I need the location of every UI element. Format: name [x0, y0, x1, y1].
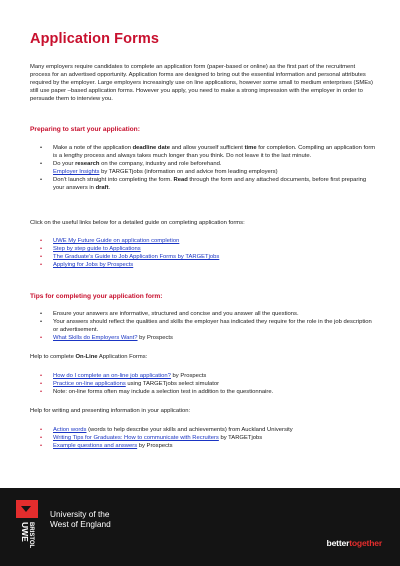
online-item [40, 380, 376, 388]
example-questions-link[interactable]: Example questions and answers [53, 443, 138, 450]
complete-online-application-link[interactable]: How do I complete an on-line job application? [53, 373, 171, 379]
skills-employers-want-link[interactable]: What Skills do Employers Want? [53, 335, 138, 342]
writing-item [40, 442, 376, 450]
links-intro: Click on the useful links below for a detailed guide on completing application forms: [30, 220, 245, 226]
text: by Prospects [137, 335, 173, 342]
guide-link-item [40, 237, 376, 245]
text: through the form and any attached documents, before first preparing your answers in [53, 177, 367, 192]
tips-item: • Your answers should reflect the qualities and skills the employer has indicated they require for the role in the job description or advertisement. [40, 318, 376, 334]
writing-intro: Help for writing and presenting information in your application: [30, 408, 191, 414]
emphasis: draft [95, 185, 109, 192]
guide-link-item [40, 245, 376, 253]
tagline [327, 538, 382, 548]
prep-item-read [40, 176, 376, 192]
emphasis: Read [173, 177, 188, 184]
intro-paragraph: Many employers require candidates to complete an application form (paper-based or online) as the first part of the recruitment process for an advertised opportunity. Application forms are designed to bring out the essential information and personal attributes required by the employer. Large employers increasingly use on line applications, however some small to medium enterprises (SMEs) still use paper –based application forms. However you apply, you need to make a strong impression with the employer in order to persuade them to interview you. [30, 64, 373, 103]
uwe-logo-icon [12, 500, 38, 554]
text: on the company, industry and role beforehand. [99, 161, 222, 168]
emphasis: time [244, 145, 257, 151]
prep-list [40, 144, 376, 193]
online-item: • Note: on-line forms often may include a selection test in addition to the questionnaire. [40, 388, 376, 396]
guide-link-item [40, 261, 376, 269]
text: and allow yourself sufficient [169, 145, 245, 151]
writing-item [40, 426, 376, 434]
graduates-guide-link[interactable]: The Graduate’s Guide to Job Application Forms by TARGETjobs [53, 254, 220, 261]
tips-item [40, 334, 376, 342]
writing-list [40, 426, 376, 450]
text: by Prospects [137, 443, 173, 450]
tagline-together: together [349, 538, 382, 548]
text: Help to complete [30, 354, 76, 360]
text: Application Forms: [97, 354, 148, 360]
text: for completion. Compiling an application form is a lengthy process and always takes much longer than you think. Do not leave it to the last minute. [53, 145, 376, 160]
online-item [40, 372, 376, 380]
writing-item [40, 434, 376, 442]
uwe-guide-link[interactable]: UWE My Future Guide on application completion [53, 238, 180, 244]
step-by-step-link[interactable]: Step by step guide to Applications [53, 246, 141, 253]
practice-online-link[interactable]: Practice on-line applications [53, 381, 126, 388]
university-name [50, 510, 111, 529]
prep-heading: Preparing to start your application: [30, 126, 140, 133]
footer-band [0, 488, 400, 566]
tips-list [40, 310, 376, 342]
page-title: Application Forms [30, 31, 159, 47]
text: (words to help describe your skills and achievements) from Auckland University [86, 427, 293, 433]
guide-link-item [40, 253, 376, 261]
text: by TARGETjobs [218, 435, 263, 442]
text: Do your [53, 161, 76, 168]
prep-item-deadline [40, 144, 376, 160]
logo-city: BRISTOL [28, 522, 34, 549]
applying-for-jobs-link[interactable]: Applying for Jobs by Prospects [53, 262, 134, 269]
emphasis: research [75, 161, 100, 168]
online-list [40, 372, 376, 396]
guide-links-list [40, 237, 376, 269]
writing-tips-link[interactable]: Writing Tips for Graduates: How to communicate with Recruiters [53, 435, 219, 442]
tips-heading: Tips for completing your application form: [30, 293, 163, 300]
employer-insights-link[interactable]: Employer Insights [53, 169, 100, 176]
uni-name-line1: University of the [50, 509, 110, 519]
logo-letters: UWE [20, 522, 30, 542]
text: Make a note of the application [53, 145, 133, 151]
text: by Prospects [170, 373, 207, 379]
tagline-better: better [326, 538, 350, 548]
online-intro [30, 353, 375, 361]
prep-item-research [40, 160, 376, 176]
action-words-link[interactable]: Action words [53, 427, 87, 433]
text: by TARGETjobs (information on and advice from leading employers) [99, 169, 278, 176]
text: . [108, 185, 111, 192]
emphasis: On-Line [75, 354, 98, 360]
emphasis: deadline date [132, 145, 170, 151]
uni-name-line2: West of England [50, 518, 111, 529]
text: Don’t launch straight into completing the form. [53, 177, 174, 184]
tips-item: • Ensure your answers are informative, structured and concise and you answer all the questions. [40, 310, 376, 318]
text: using TARGETjobs select simulator [125, 381, 220, 388]
